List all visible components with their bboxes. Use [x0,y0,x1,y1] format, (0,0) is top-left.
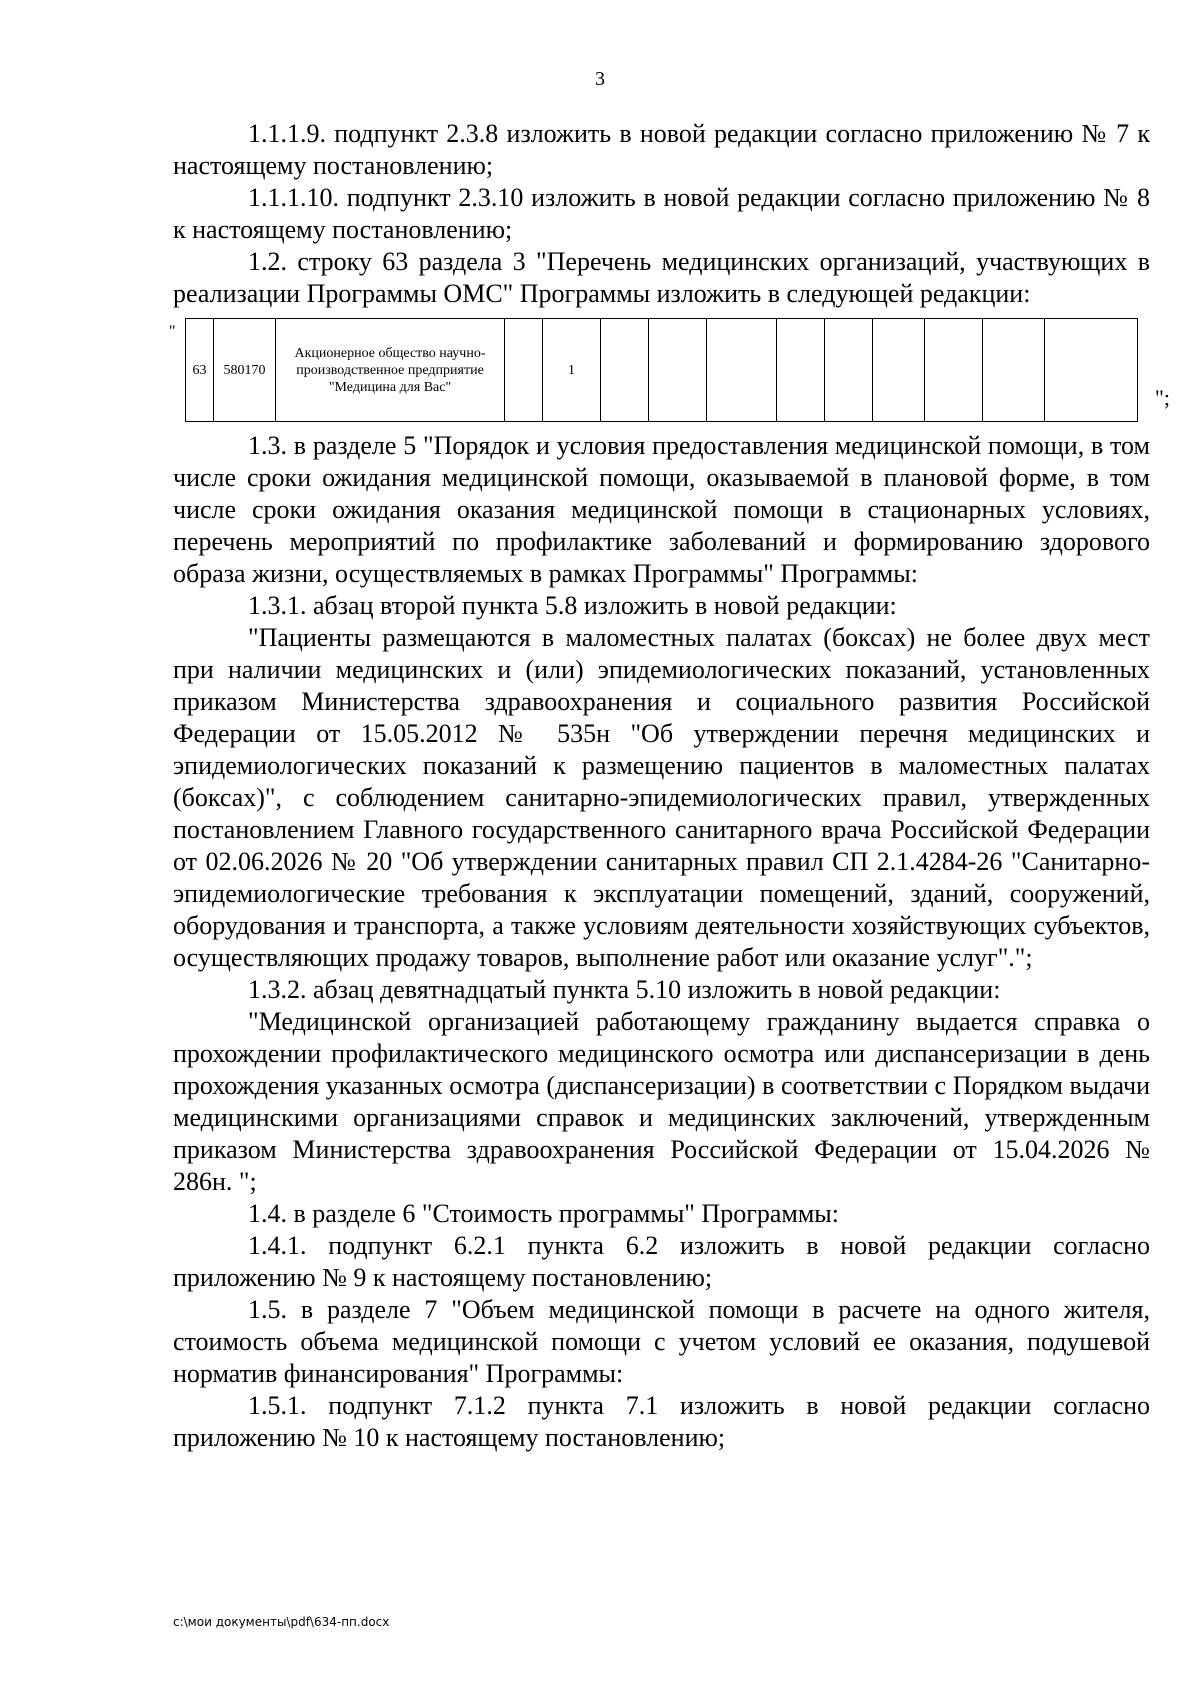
table-row [186,319,1138,422]
paragraphs-bottom [173,430,1150,1454]
page-number: 3 [595,68,605,90]
paragraph-1-4-1: 1.4.1. подпункт 6.2.1 пункта 6.2 изложить в новой редакции согласно приложению № 9 к настоящему постановлению; [173,1231,1150,1292]
table-cell [925,319,983,422]
file-path-footer: c:\мои документы\pdf\634-пп.docx [173,1615,390,1629]
paragraph-1-2: 1.2. строку 63 раздела 3 "Перечень медицинских организаций, участвующих в реализации Программы ОМС" Программы изложить в следующей редакции: [173,247,1150,308]
table-cell [601,319,649,422]
paragraph-1-3: 1.3. в разделе 5 "Порядок и условия предоставления медицинской помощи, в том числе сроки ожидания медицинской помощи, оказываемой в плановой форме, в том числе сроки ожидания оказания медицинской помощи в стационарных условиях, перечень мероприятий по профилактике заболеваний и формированию здорового образа жизни, осуществляемых в рамках Программы" Программы: [173,431,1150,588]
table-close-quote: "; [1154,385,1170,410]
cell-org-code: 580170 [214,319,276,422]
quote-paragraph-5-10: "Медицинской организацией работающему гражданину выдается справка о прохождении профилактического медицинского осмотра или диспансеризации в день прохождения указанных осмотра (диспансеризации) в соответствии с Порядком выдачи медицинскими организациями справок и медицинских заключений, утвержденным приказом Министерства здравоохранения Российской Федерации от 15.04.2026 № 286н. "; [173,1007,1150,1196]
table-cell [983,319,1045,422]
organization-row-table [185,318,1138,422]
quote-paragraph-5-8: "Пациенты размещаются в маломестных палатах (боксах) не более двух мест при наличии медицинских и (или) эпидемиологических показаний, установленных приказом Министерства здравоохранения и социального развития Российской Федерации от 15.05.2012 № 535н "Об утверждении перечня медицинских и эпидемиологических показаний к размещению пациентов в маломестных палатах (боксах)", с соблюдением санитарно-эпидемиологических правил, утвержденных постановлением Главного государственного санитарного врача Российской Федерации от 02.06.2026 № 20 "Об утверждении санитарных правил СП 2.1.4284-26 "Санитарно-эпидемиологические требования к эксплуатации помещений, зданий, сооружений, оборудования и транспорта, а также условиям деятельности хозяйствующих субъектов, осуществляющих продажу товаров, выполнение работ или оказание услуг"."; [173,623,1150,972]
table-cell [707,319,777,422]
table-open-quote: " [169,323,176,340]
cell-row-number: 63 [186,319,214,422]
paragraphs-top [173,118,1150,310]
table-cell [777,319,825,422]
paragraph-1-1-1-9: 1.1.1.9. подпункт 2.3.8 изложить в новой редакции согласно приложению № 7 к настоящему постановлению; [173,119,1150,180]
paragraph-1-3-1: 1.3.1. абзац второй пункта 5.8 изложить в новой редакции: [248,591,897,620]
table-cell [825,319,873,422]
paragraph-1-4: 1.4. в разделе 6 "Стоимость программы" Программы: [248,1199,839,1228]
inserted-row-block [169,318,1170,424]
paragraph-1-1-1-10: 1.1.1.10. подпункт 2.3.10 изложить в новой редакции согласно приложению № 8 к настоящему постановлению; [173,183,1150,244]
paragraph-1-5: 1.5. в разделе 7 "Объем медицинской помощи в расчете на одного жителя, стоимость объема медицинской помощи с учетом условий ее оказания, подушевой норматив финансирования" Программы: [173,1295,1150,1388]
table-cell [505,319,543,422]
paragraph-1-3-2: 1.3.2. абзац девятнадцатый пункта 5.10 изложить в новой редакции: [248,975,1001,1004]
cell-oms-participation: 1 [543,319,601,422]
table-cell [649,319,707,422]
document-body [169,118,1170,1454]
paragraph-1-5-1: 1.5.1. подпункт 7.1.2 пункта 7.1 изложить в новой редакции согласно приложению № 10 к настоящему постановлению; [173,1391,1150,1452]
table-cell [1045,319,1138,422]
cell-org-name: Акционерное общество научно-производственное предприятие "Медицина для Вас" [276,319,505,422]
table-cell [873,319,925,422]
